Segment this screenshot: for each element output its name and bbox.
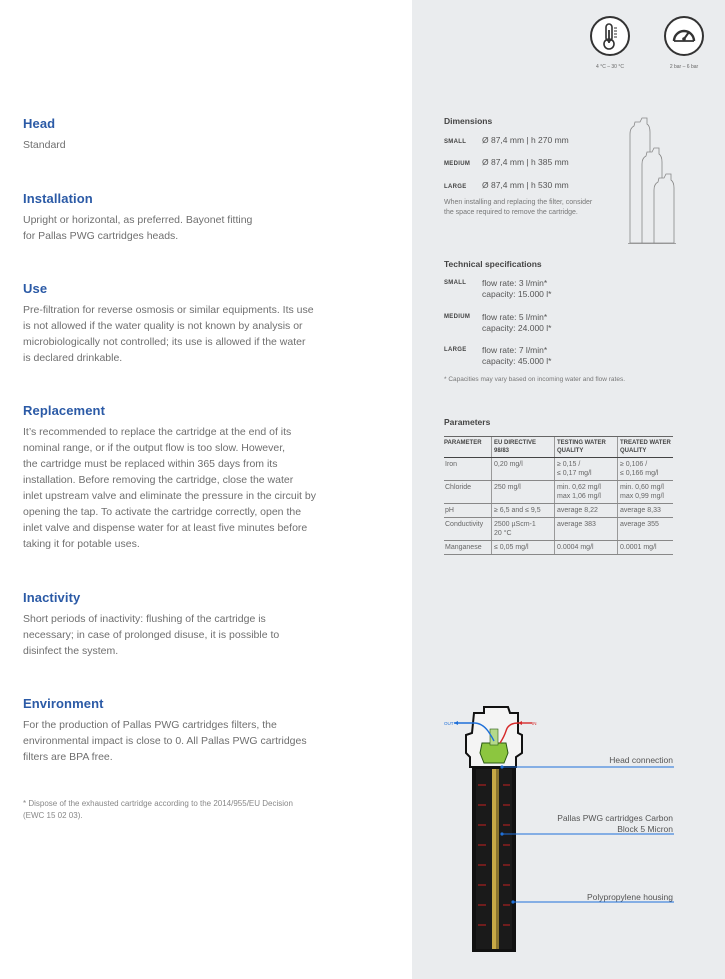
section-title: Environment <box>23 696 104 711</box>
table-cell: average 383 <box>555 518 618 541</box>
section-replacement <box>23 403 393 552</box>
section-title: Use <box>23 281 48 296</box>
table-cell: min. 0,62 mg/l max 1,06 mg/l <box>555 481 618 504</box>
capacity: capacity: 15.000 l* <box>482 289 552 299</box>
section-text: It’s recommended to replace the cartridge at the end of its nominal range, or if the output flow is too slow. However, the cartridge must be replaced within 365 days from its installation. Before removing the cartridge, close the water inlet upstream valve and eliminate the pressure in the circuit by opening the tap. To activate the cartridge correctly, open the inlet valve and dispense water for at least five minutes before taking it for potable uses. <box>23 426 316 550</box>
table-cell: 0,20 mg/l <box>492 458 555 481</box>
size-label: LARGE <box>444 184 467 190</box>
out-label: OUT <box>444 721 454 726</box>
column-header: TESTING WATER QUALITY <box>555 437 618 458</box>
dimension-row-small <box>444 135 569 145</box>
table-cell: Conductivity <box>444 518 492 541</box>
table-cell: average 8,22 <box>555 504 618 518</box>
table-cell: ≥ 0,15 / ≤ 0,17 mg/l <box>555 458 618 481</box>
capacity-note: * Capacities may vary based on incoming water and flow rates. <box>444 376 626 383</box>
table-cell: average 8,33 <box>618 504 674 518</box>
section-installation <box>23 191 363 244</box>
tech-specs-title: Technical specifications <box>444 259 542 269</box>
pressure-range <box>664 16 704 70</box>
callout-carbon-block: Pallas PWG cartridges Carbon Block 5 Micron <box>557 813 673 834</box>
section-title: Head <box>23 116 56 131</box>
table-cell: pH <box>444 504 492 518</box>
section-text: Short periods of inactivity: flushing of the cartridge is necessary; in case of prolonged disuse, it is possible to disinfect the system. <box>23 613 280 657</box>
capacity: capacity: 45.000 l* <box>482 356 552 366</box>
table-cell: 0.0001 mg/l <box>618 541 674 555</box>
dimension-value: Ø 87,4 mm | h 530 mm <box>482 180 569 190</box>
thermometer-icon <box>590 16 630 56</box>
table-cell: 0.0004 mg/l <box>555 541 618 555</box>
table-cell: min. 0,60 mg/l max 0,99 mg/l <box>618 481 674 504</box>
table-row <box>444 541 673 555</box>
parameters-title: Parameters <box>444 417 491 427</box>
table-cell: ≥ 0,106 / ≤ 0,166 mg/l <box>618 458 674 481</box>
parameters-table <box>444 436 673 555</box>
dimension-value: Ø 87,4 mm | h 385 mm <box>482 157 569 167</box>
column-header: PARAMETER <box>444 437 492 458</box>
section-text: Standard <box>23 139 66 151</box>
pressure-caption: 2 bar – 6 bar <box>669 64 699 70</box>
callout-housing: Polypropylene housing <box>586 892 673 902</box>
pressure-gauge-icon <box>664 16 704 56</box>
size-label: MEDIUM <box>444 314 471 320</box>
dimensions-note: When installing and replacing the filter, consider the space required to remove the cartridge. <box>444 199 593 216</box>
flow-rate: flow rate: 7 l/min* <box>482 345 548 355</box>
table-row <box>444 518 673 541</box>
table-cell: Manganese <box>444 541 492 555</box>
section-title: Installation <box>23 191 93 206</box>
table-cell: ≥ 6,5 and ≤ 9,5 <box>492 504 555 518</box>
table-row <box>444 504 673 518</box>
in-label: IN <box>532 721 537 726</box>
cartridge-sizes-illustration <box>625 116 677 246</box>
table-cell: Iron <box>444 458 492 481</box>
table-cell: 250 mg/l <box>492 481 555 504</box>
section-environment <box>23 696 363 765</box>
size-label: SMALL <box>444 139 467 145</box>
callout-head-connection: Head connection <box>609 755 673 765</box>
column-header: EU DIRECTIVE 98/83 <box>492 437 555 458</box>
section-inactivity <box>23 590 363 659</box>
section-title: Inactivity <box>23 590 81 605</box>
table-cell: 2500 µScm-1 20 °C <box>492 518 555 541</box>
flow-rate: flow rate: 3 l/min* <box>482 278 548 288</box>
table-row <box>444 458 673 481</box>
table-cell: Chloride <box>444 481 492 504</box>
dimension-row-large <box>444 180 569 190</box>
section-text: Pre-filtration for reverse osmosis or similar equipments. Its use is not allowed if the water quality is not known by analysis or microbiologically not controlled; its use is allowed if the water is declared drinkable. <box>23 304 314 364</box>
temperature-caption: 4 °C – 30 °C <box>596 64 624 70</box>
section-use <box>23 281 383 366</box>
table-header-row <box>444 437 673 458</box>
section-text: For the production of Pallas PWG cartridges filters, the environmental impact is close to 0. All Pallas PWG cartridges filters are BPA free. <box>23 719 307 763</box>
flow-rate: flow rate: 5 l/min* <box>482 312 548 322</box>
section-title: Replacement <box>23 403 106 418</box>
section-text: Upright or horizontal, as preferred. Bayonet fitting for Pallas PWG cartridges heads. <box>23 214 253 242</box>
size-label: LARGE <box>444 347 467 353</box>
table-row <box>444 481 673 504</box>
size-label: SMALL <box>444 280 467 286</box>
section-head <box>23 116 363 153</box>
disposal-footnote: * Dispose of the exhausted cartridge according to the 2014/955/EU Decision (EWC 15 02 03). <box>23 799 293 820</box>
temperature-range <box>590 16 630 70</box>
dimension-value: Ø 87,4 mm | h 270 mm <box>482 135 569 145</box>
dimension-row-medium <box>444 157 569 167</box>
capacity: capacity: 24.000 l* <box>482 323 552 333</box>
dimensions-title: Dimensions <box>444 116 493 126</box>
column-header: TREATED WATER QUALITY <box>618 437 674 458</box>
size-label: MEDIUM <box>444 161 471 167</box>
table-cell: average 355 <box>618 518 674 541</box>
table-cell: ≤ 0,05 mg/l <box>492 541 555 555</box>
